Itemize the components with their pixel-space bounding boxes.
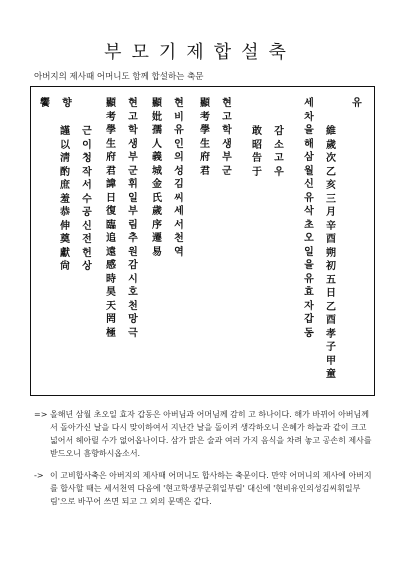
note-2: [34, 469, 374, 508]
prayer-column-11: 顯考學生府君諱日復臨追遠感時昊天罔極: [106, 98, 116, 339]
prayer-column-10: 현고학생부군휘일부림추원감시호천망극: [128, 98, 138, 339]
note-1: [34, 408, 374, 460]
prayer-column-5: 敢昭告于: [252, 126, 262, 178]
note-2-marker: ->: [34, 471, 44, 480]
note-2-text: 이 고비합사축은 아버지의 제사때 어머니도 합사하는 축문이다. 만약 어머니의 제사에 아버지를 합사할 때는 세서천역 다음에 '현고학생부군휘일부림' 대신에 '현비유인의성김씨휘일부림'으로 바꾸어 쓰면 되고 그 외의 문맥은 같다.: [50, 471, 372, 506]
note-1-text: 올해년 삼월 초오일 효자 갑동은 아버님과 어머님께 감히 고 하나이다. 해가 바뀌어 아버님께서 돌아가신 날을 다시 맞이하여서 지난간 날을 돌이켜 생각하오니 은혜가 하늘과 같이 크고 넓어서 헤아릴 수가 없어옵나이다. 삼가 맑은 술과 여러 가지 음식을 차려 놓고 공손히 제사를 받드오니 흠향하시옵소서.: [50, 410, 372, 458]
document-title: 부모기제합설축: [104, 42, 296, 63]
prayer-column-3: 세차을해삼월신유삭초오일을유효자갑동: [304, 98, 314, 339]
prayer-column-15: 饗: [40, 98, 50, 109]
prayer-column-12: 근이청작서수공신전헌상: [82, 126, 92, 272]
prayer-column-6: 현고학생부군: [222, 98, 232, 177]
prayer-column-2: 維歲次乙亥三月辛酉朔初五日乙酉孝子甲童: [326, 126, 336, 380]
prayer-column-1: 유: [352, 98, 362, 109]
prayer-column-4: 감소고우: [274, 126, 284, 178]
prayer-column-14: 향: [62, 98, 72, 109]
prayer-column-8: 현비유인의성김씨세서천역: [174, 98, 184, 258]
notes-section: [34, 408, 374, 517]
note-1-marker: =>: [34, 410, 48, 419]
prayer-column-13: 謹以淸酌庶羞恭伸奠獻尙: [60, 126, 70, 272]
prayer-frame: [30, 86, 375, 396]
prayer-column-9: 顯妣孺人義城金氏歲序遷易: [152, 98, 162, 258]
prayer-column-7: 顯考學生府君: [200, 98, 210, 177]
document-subtitle: 아버지의 제사때 어머니도 함께 합설하는 축문: [34, 72, 204, 82]
